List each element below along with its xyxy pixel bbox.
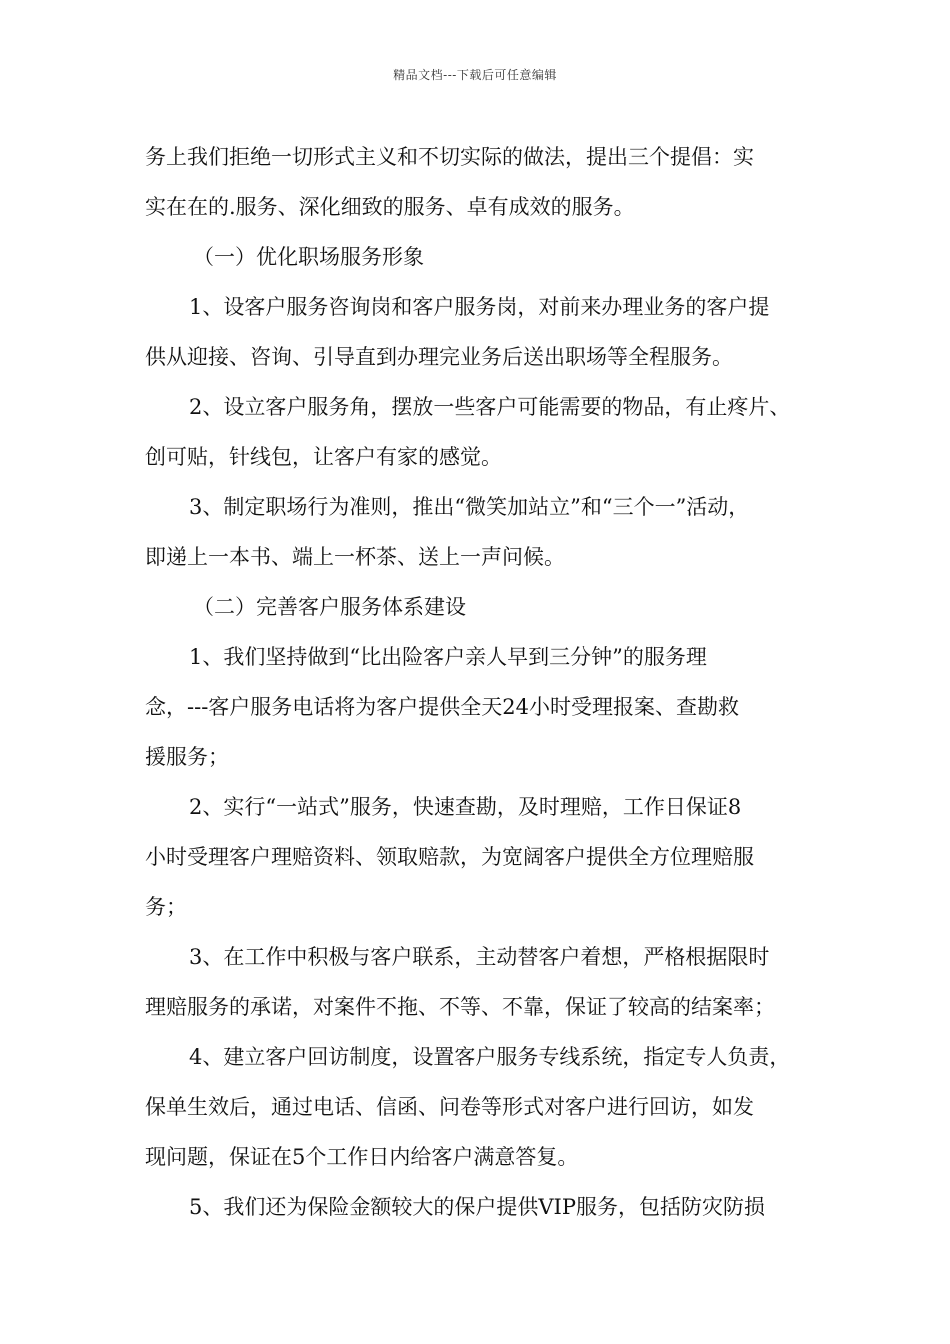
text-line: 援服务； <box>145 745 229 769</box>
text-line: 供从迎接、咨询、引导直到办理完业务后送出职场等全程服务。 <box>145 345 733 369</box>
section-heading: （一）优化职场服务形象 <box>193 245 424 269</box>
text-line: 务； <box>145 895 187 919</box>
text-line: 1、我们坚持做到“比出险客户亲人早到三分钟”的服务理 <box>189 645 707 669</box>
text-line: 保单生效后，通过电话、信函、问卷等形式对客户进行回访，如发 <box>145 1095 754 1119</box>
page-header: 精品文档---下载后可任意编辑 <box>393 68 557 82</box>
text-line: 实在在的.服务、深化细致的服务、卓有成效的服务。 <box>145 195 635 219</box>
text-line: 3、制定职场行为准则，推出“微笑加站立”和“三个一”活动， <box>189 495 750 519</box>
text-line: 1、设客户服务咨询岗和客户服务岗，对前来办理业务的客户提 <box>189 295 770 319</box>
text-line: 即递上一本书、端上一杯茶、送上一声问候。 <box>145 545 565 569</box>
text-line: 2、设立客户服务角，摆放一些客户可能需要的物品，有止疼片、 <box>189 395 791 419</box>
document-body <box>145 132 815 1232</box>
section-heading: （二）完善客户服务体系建设 <box>193 595 466 619</box>
text-line: 小时受理客户理赔资料、领取赔款，为宽阔客户提供全方位理赔服 <box>145 845 754 869</box>
text-line: 4、建立客户回访制度，设置客户服务专线系统，指定专人负责， <box>189 1045 791 1069</box>
text-line: 现问题，保证在5个工作日内给客户满意答复。 <box>145 1145 579 1169</box>
text-line: 创可贴，针线包，让客户有家的感觉。 <box>145 445 502 469</box>
text-line: 理赔服务的承诺，对案件不拖、不等、不靠，保证了较高的结案率； <box>145 995 775 1019</box>
text-line: 3、在工作中积极与客户联系，主动替客户着想，严格根据限时 <box>189 945 770 969</box>
text-line: 2、实行“一站式”服务，快速查勘，及时理赔，工作日保证8 <box>189 795 742 819</box>
text-line: 5、我们还为保险金额较大的保户提供VIP服务，包括防灾防损 <box>189 1195 765 1219</box>
text-line: 念，---客户服务电话将为客户提供全天24小时受理报案、查勘救 <box>145 695 740 719</box>
text-line: 务上我们拒绝一切形式主义和不切实际的做法，提出三个提倡：实 <box>145 145 754 169</box>
